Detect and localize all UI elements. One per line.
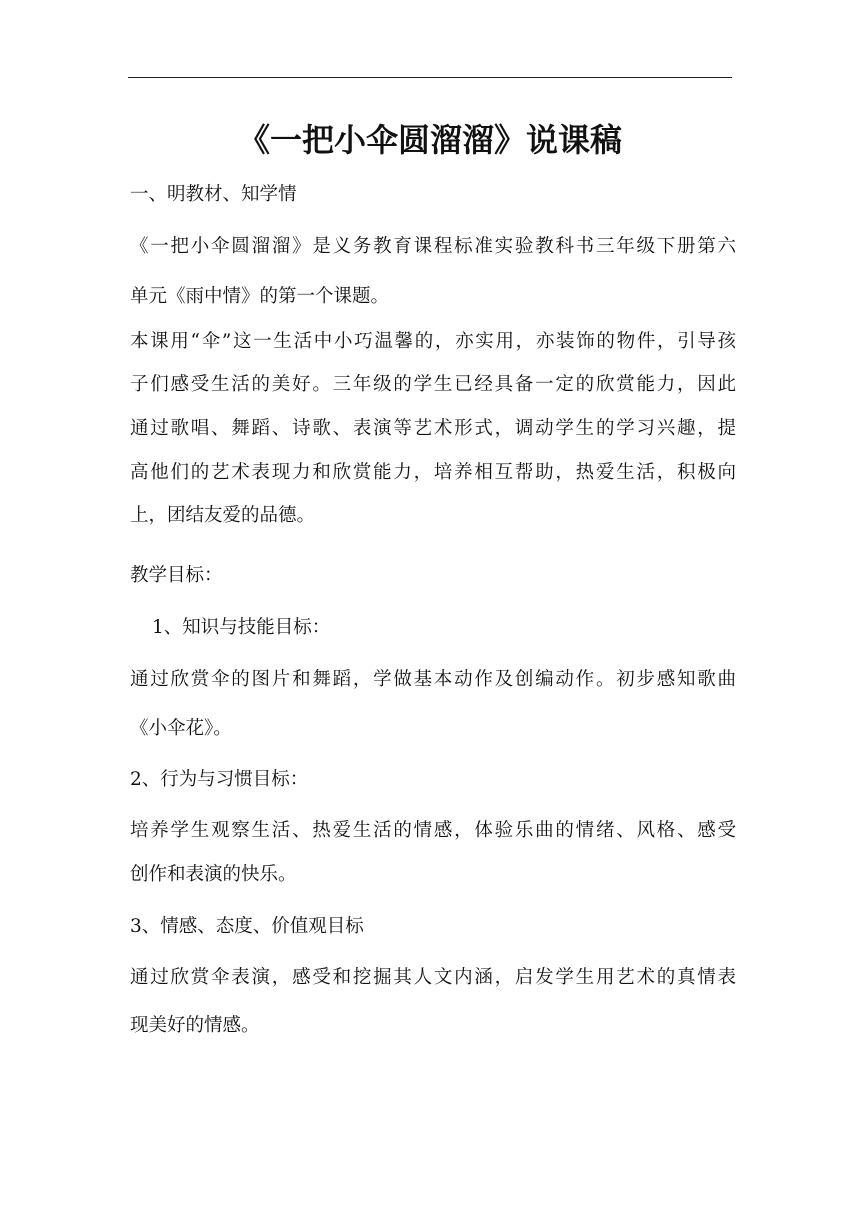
goals-heading: 教学目标：	[130, 565, 223, 586]
paragraph-line: 本课用“伞”这一生活中小巧温馨的，亦实用，亦装饰的物件，引导孩	[130, 331, 736, 352]
document-title: 《一把小伞圆溜溜》说课稿	[237, 121, 622, 159]
paragraph-line: 高他们的艺术表现力和欣赏能力，培养相互帮助，热爱生活，积极向	[130, 462, 736, 483]
paragraph-line: 培养学生观察生活、热爱生活的情感，体验乐曲的情绪、风格、感受	[130, 820, 736, 841]
goal-heading: 2、行为与习惯目标：	[130, 769, 309, 790]
goal-heading: 1、知识与技能目标：	[152, 617, 331, 638]
header-rule	[128, 77, 732, 78]
goal-heading: 3、情感、态度、价值观目标	[130, 916, 364, 937]
paragraph-line: 《一把小伞圆溜溜》是义务教育课程标准实验教科书三年级下册第六	[130, 236, 736, 257]
paragraph-line: 上，团结友爱的品德。	[130, 505, 316, 526]
paragraph-line: 通过歌唱、舞蹈、诗歌、表演等艺术形式，调动学生的学习兴趣，提	[130, 418, 736, 439]
section-heading: 一、明教材、知学情	[130, 184, 297, 205]
paragraph-line: 通过欣赏伞表演，感受和挖掘其人文内涵，启发学生用艺术的真情表	[130, 967, 736, 988]
paragraph-line: 《小伞花》。	[130, 718, 232, 739]
paragraph-line: 创作和表演的快乐。	[130, 864, 297, 885]
paragraph-line: 通过欣赏伞的图片和舞蹈，学做基本动作及创编动作。初步感知歌曲	[130, 669, 736, 690]
paragraph-line: 现美好的情感。	[130, 1015, 260, 1036]
paragraph-line: 子们感受生活的美好。三年级的学生已经具备一定的欣赏能力，因此	[130, 374, 736, 395]
paragraph-line: 单元《雨中情》的第一个课题。	[130, 286, 390, 307]
